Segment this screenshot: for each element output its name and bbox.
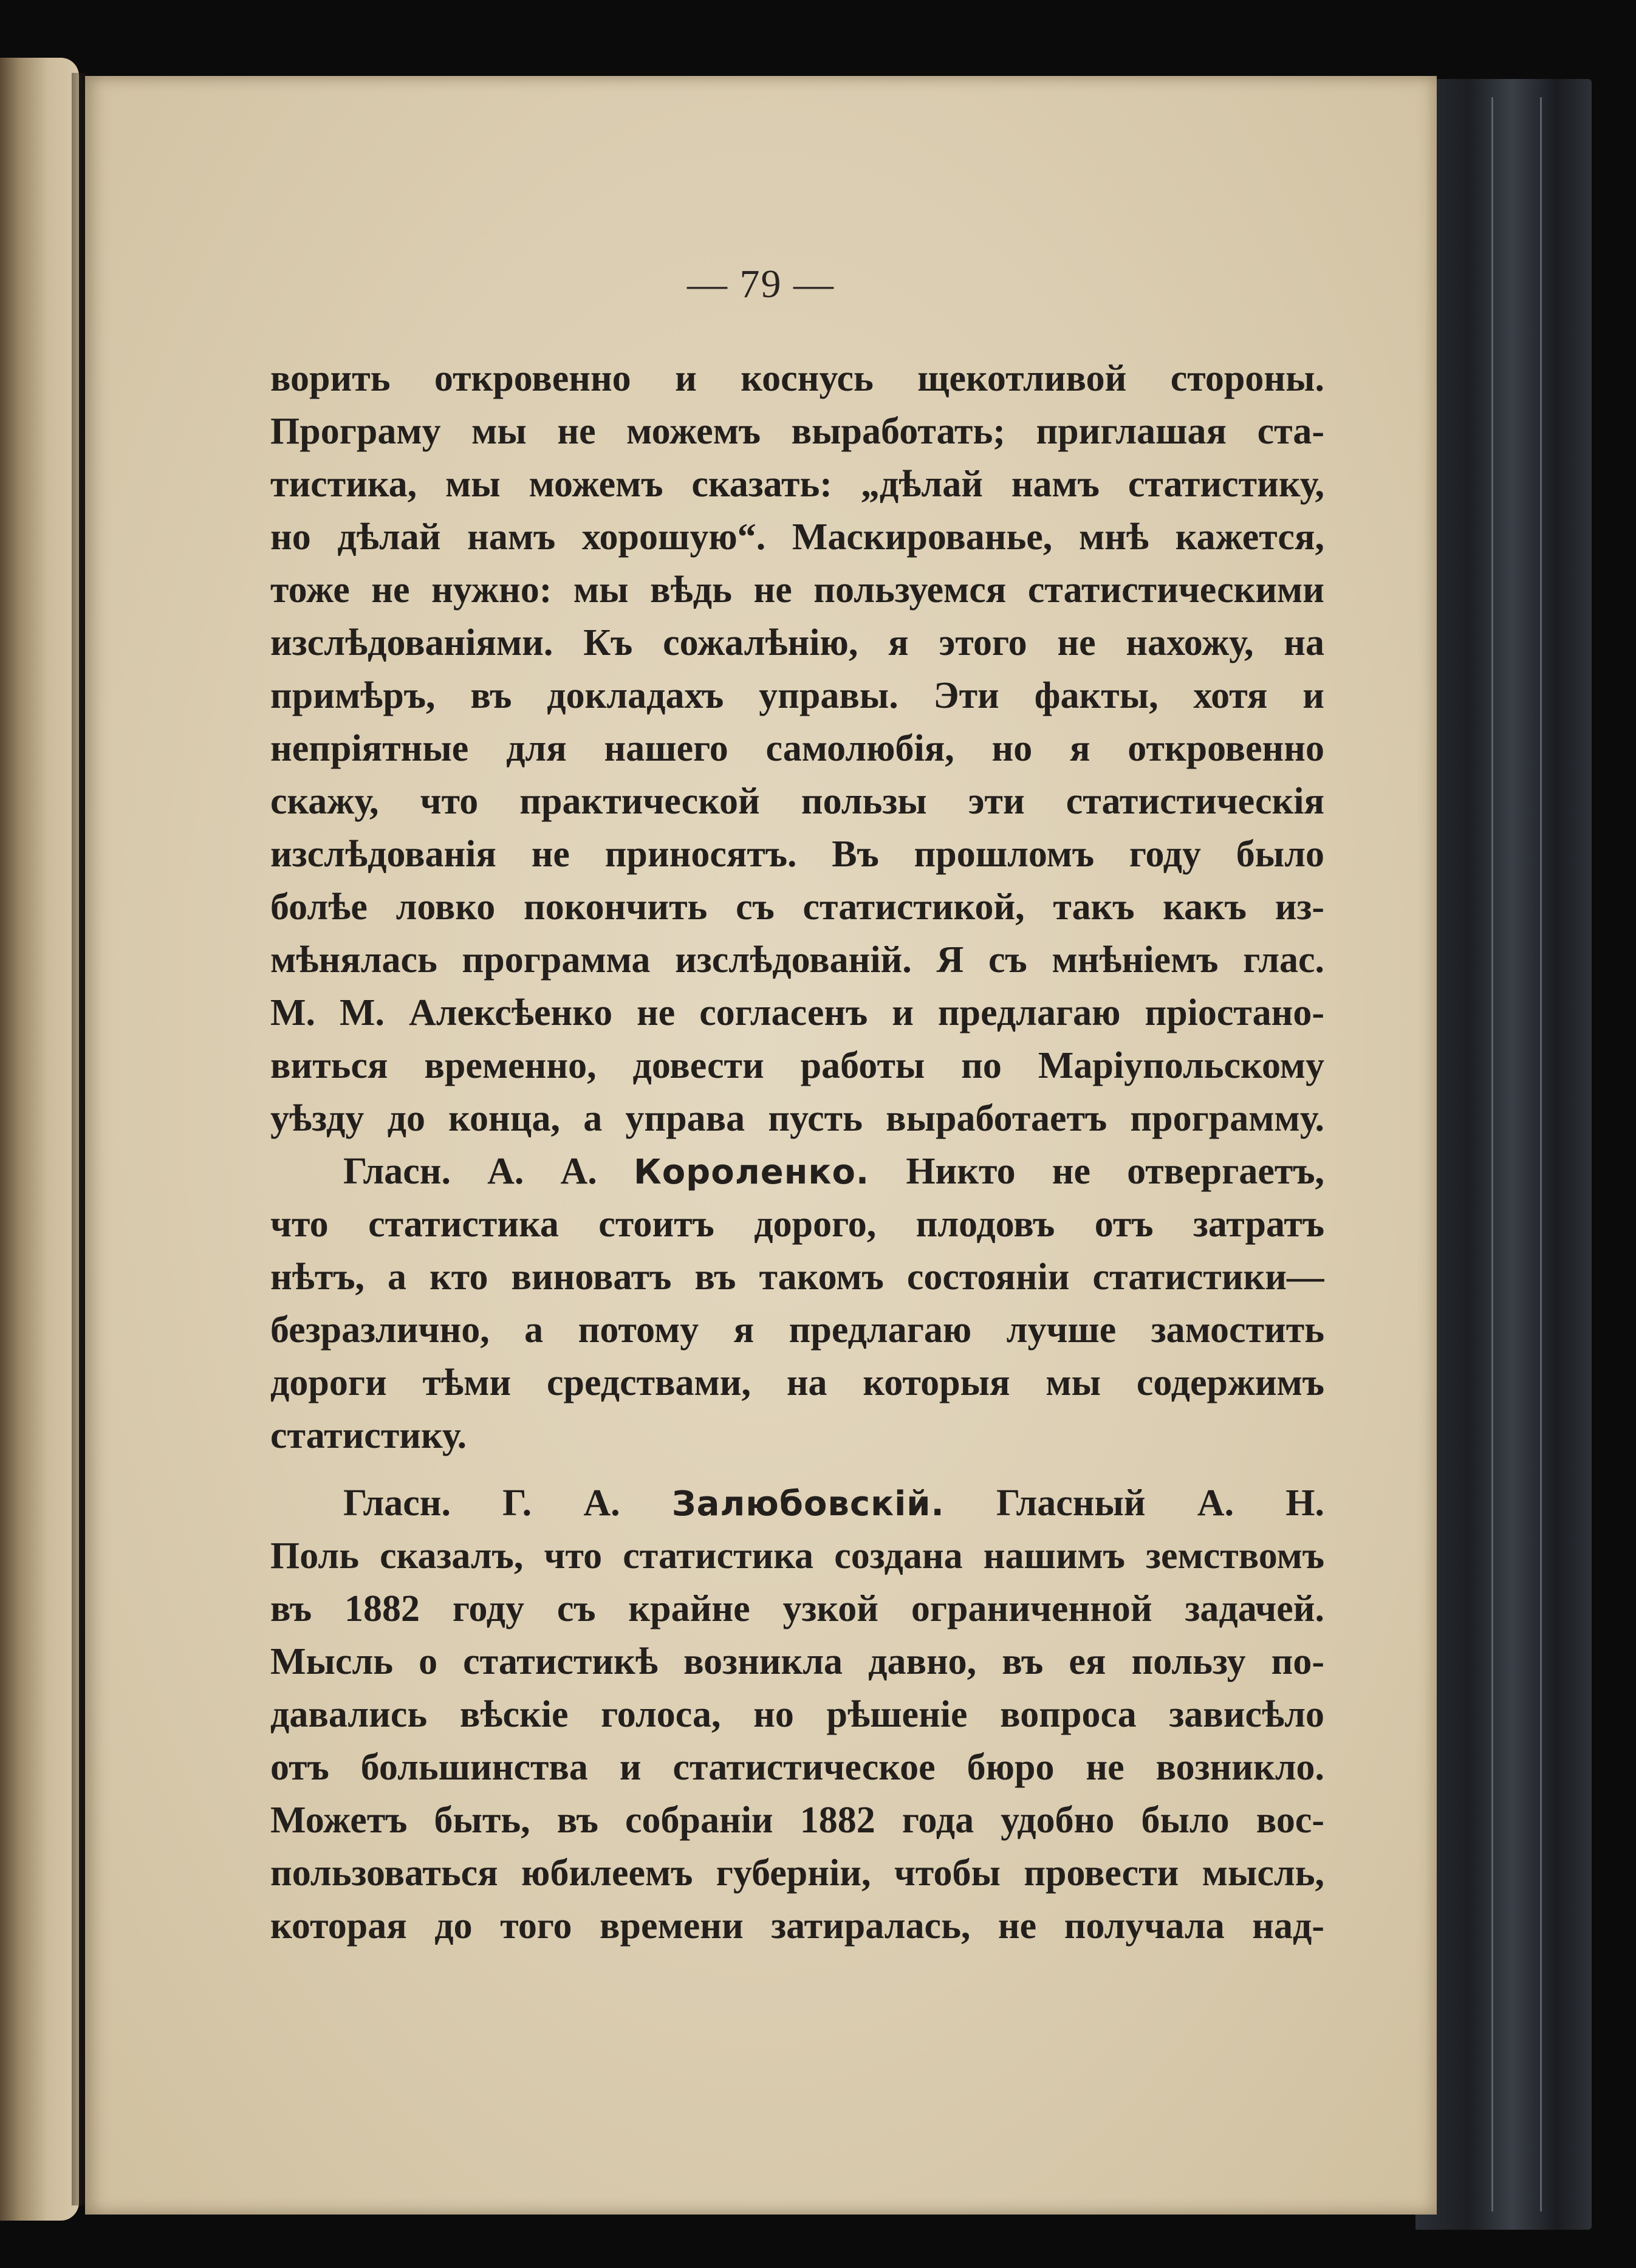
text-line: Програму мы не можемъ выработать; приглашая ста- bbox=[270, 411, 1324, 452]
page-number: — 79 — bbox=[687, 262, 835, 306]
text-line: статистику. bbox=[270, 1415, 467, 1456]
text-line: которая до того времени затиралась, не получала над- bbox=[270, 1905, 1324, 1947]
text-line: скажу, что практической пользы эти статистическія bbox=[270, 781, 1324, 822]
speaker-name: Короленко. bbox=[633, 1153, 870, 1192]
speaker-prefix: Гласн. Г. А. bbox=[343, 1482, 620, 1524]
text-line: тоже не нужно: мы вѣдь не пользуемся статистическими bbox=[270, 569, 1324, 611]
text-line: ворить откровенно и коснусь щекотливой стороны. bbox=[270, 358, 1324, 399]
text-line: давались вѣскіе голоса, но рѣшеніе вопроса зависѣло bbox=[270, 1694, 1324, 1735]
text-line: тистика, мы можемъ сказать: „дѣлай намъ статистику, bbox=[270, 464, 1324, 505]
book-block-edge bbox=[1415, 79, 1592, 2230]
page-text bbox=[270, 352, 1324, 1953]
text-line: въ 1882 году съ крайне узкой ограниченной задачей. bbox=[270, 1588, 1324, 1629]
text-line: Мысль о статистикѣ возникла давно, въ ея пользу по- bbox=[270, 1641, 1324, 1682]
book-page bbox=[85, 76, 1437, 2215]
text-line: безразлично, а потому я предлагаю лучше замостить bbox=[270, 1309, 1324, 1351]
speaker-rest: Никто не отвергаетъ, bbox=[869, 1151, 1324, 1192]
text-line: что статистика стоитъ дорого, плодовъ отъ затратъ bbox=[270, 1204, 1324, 1245]
text-line: но дѣлай намъ хорошую“. Маскированье, мнѣ кажется, bbox=[270, 516, 1324, 558]
previous-page-edge bbox=[0, 58, 79, 2221]
text-line: пользоваться юбилеемъ губерніи, чтобы провести мысль, bbox=[270, 1852, 1324, 1894]
text-line: нѣтъ, а кто виноватъ въ такомъ состояніи статистики— bbox=[270, 1256, 1324, 1298]
text-line: Можетъ быть, въ собраніи 1882 года удобно было вос- bbox=[270, 1800, 1324, 1841]
paragraph-3 bbox=[270, 1477, 1324, 1953]
speaker-name: Залюбовскій. bbox=[671, 1484, 945, 1524]
text-line: примѣръ, въ докладахъ управы. Эти факты, хотя и bbox=[270, 675, 1324, 716]
speaker-line bbox=[270, 1145, 1324, 1198]
speaker-prefix: Гласн. А. А. bbox=[343, 1151, 597, 1192]
text-line: непріятные для нашего самолюбія, но я откровенно bbox=[270, 728, 1324, 769]
text-line: дороги тѣми средствами, на которыя мы содержимъ bbox=[270, 1362, 1324, 1403]
text-line: Поль сказалъ, что статистика создана нашимъ земствомъ bbox=[270, 1535, 1324, 1577]
text-line: изслѣдованіями. Къ сожалѣнію, я этого не нахожу, на bbox=[270, 622, 1324, 663]
speaker-rest: Гласный А. Н. bbox=[944, 1482, 1324, 1524]
book-edge-line bbox=[1540, 97, 1542, 2211]
text-line: изслѣдованія не приносятъ. Въ прошломъ году было bbox=[270, 834, 1324, 875]
text-line: мѣнялась программа изслѣдованій. Я съ мнѣніемъ глас. bbox=[270, 939, 1324, 981]
text-line: отъ большинства и статистическое бюро не возникло. bbox=[270, 1747, 1324, 1788]
speaker-line bbox=[270, 1477, 1324, 1530]
paragraph-2 bbox=[270, 1145, 1324, 1462]
text-line: уѣзду до конца, а управа пусть выработаетъ программу. bbox=[270, 1098, 1324, 1139]
text-line: виться временно, довести работы по Маріупольскому bbox=[270, 1045, 1324, 1086]
text-line: болѣе ловко покончить съ статистикой, такъ какъ из- bbox=[270, 886, 1324, 928]
book-edge-line bbox=[1491, 97, 1493, 2211]
paragraph-1 bbox=[270, 352, 1324, 1145]
text-line: М. М. Алексѣенко не согласенъ и предлагаю пріостано- bbox=[270, 992, 1324, 1033]
